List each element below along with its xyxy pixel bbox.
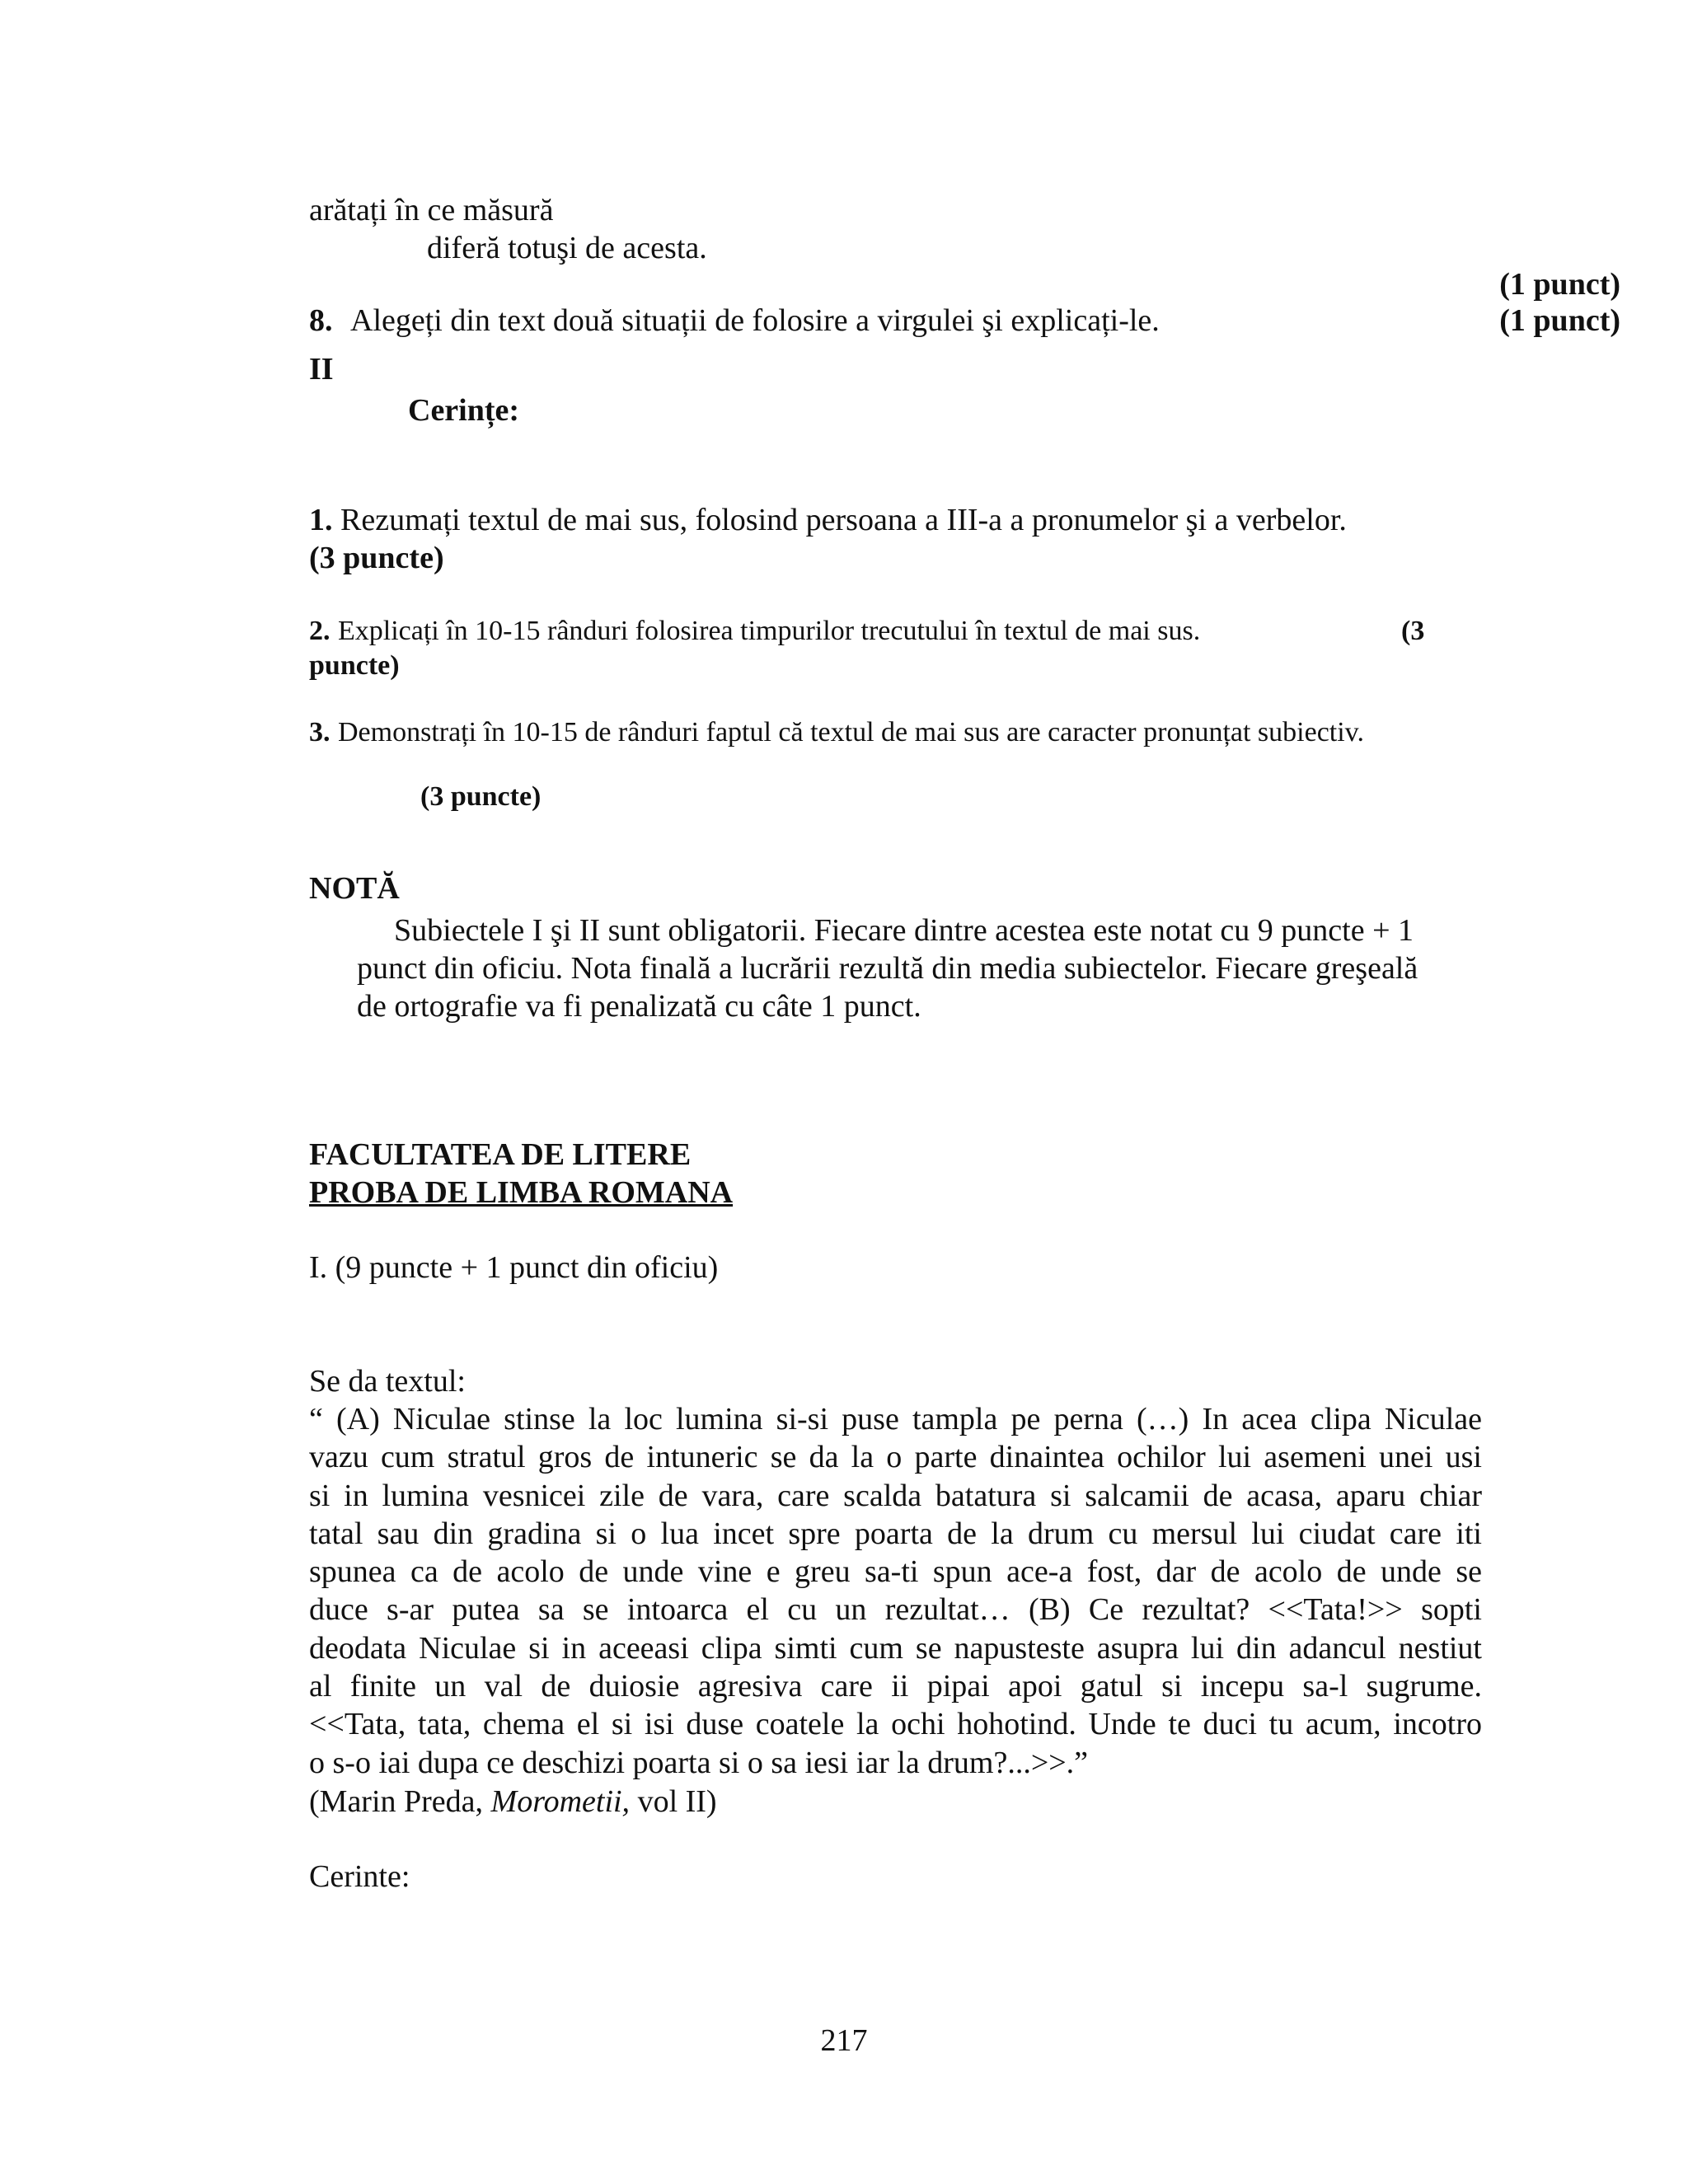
note-line: punct din oficiu. Nota finală a lucrării rezultă din media subiectelor. Fiecare greşeală [357,951,1418,986]
exam-title: PROBA DE LIMBA ROMANA [309,1175,734,1210]
citation [309,1783,717,1821]
points-label: (1 punct) [1499,303,1620,338]
passage-line: deodata Niculae si in aceeasi clipa simti cum se napusteste asupra lui din adancul nestiut [309,1630,1482,1666]
question-number: 1. [309,503,333,537]
question-number: 2. [309,616,331,646]
passage-line: spunea ca de acolo de unde vine e greu sa-ti spun ace-a fost, dar de acolo de unde se [309,1554,1482,1590]
points-label: (3 puncte) [420,781,542,812]
text-line: diferă totuşi de acesta. [427,231,707,265]
points-label: (3 puncte) [309,541,444,575]
passage-line: tatal sau din gradina si o lua incet spre poarta de la drum cu mersul lui ciudat care iti [309,1516,1482,1551]
points-label: puncte) [309,650,400,681]
faculty-name: FACULTATEA DE LITERE [309,1137,692,1172]
text-line: arătați în ce măsură [309,193,554,227]
question-text: Rezumați textul de mai sus, folosind persoana a III-a a pronumelor şi a verbelor. [340,503,1347,537]
passage-line: vazu cum stratul gros de intuneric se da la o parte dinaintea ochilor lui asemeni unei usi [309,1440,1482,1475]
passage-line: si in lumina vesnicei zile de vara, care scalda batatura si salcamii de acasa, aparu chiar [309,1478,1482,1513]
passage-line: duce s-ar putea sa se intoarca el cu un rezultat… (B) Ce rezultat? <<Tata!>> sopti [309,1592,1482,1628]
note-title: NOTĂ [309,871,400,906]
passage [309,1400,1482,1782]
requirements-heading: Cerințe: [408,393,520,428]
citation-prefix: (Marin Preda, [309,1784,491,1819]
passage-line: al finite un val de duiosie agresiva care ii pipai apoi gatul si incepu sa-l sugrume. [309,1669,1482,1704]
question-text: Alegeți din text două situații de folosire a virgulei şi explicați-le. [350,303,1160,338]
passage-intro: Se da textul: [309,1364,466,1399]
page-number: 217 [820,2023,868,2058]
passage-line: o s-o iai dupa ce deschizi poarta si o sa iesi iar la drum?...>>.” [309,1745,1089,1780]
citation-title: Morometii, [490,1784,631,1819]
citation-suffix: vol II) [630,1784,717,1819]
passage-line: “ (A) Niculae stinse la loc lumina si-si puse tampla pe perna (…) In acea clipa Niculae [309,1402,1482,1436]
points-label: (1 punct) [1499,267,1620,302]
section-numeral: II [309,352,334,387]
passage-line: <<Tata, tata, chema el si isi duse coatele la ochi hohotind. Unde te duci tu acum, incotro [309,1707,1482,1742]
section-heading: I. (9 puncte + 1 punct din oficiu) [309,1250,719,1285]
question-number: 3. [309,717,331,748]
question-text: Explicați în 10-15 rânduri folosirea timpurilor trecutului în textul de mai sus. [338,616,1201,646]
note-line: de ortografie va fi penalizată cu câte 1 punct. [357,989,921,1024]
points-label: (3 [1401,616,1425,646]
question-text: Demonstrați în 10-15 de rânduri faptul că textul de mai sus are caracter pronunțat subiectiv. [338,717,1364,748]
requirements-heading: Cerinte: [309,1859,410,1894]
note-line: Subiectele I şi II sunt obligatorii. Fiecare dintre acestea este notat cu 9 puncte + 1 [394,913,1414,948]
question-number: 8. [309,303,333,338]
